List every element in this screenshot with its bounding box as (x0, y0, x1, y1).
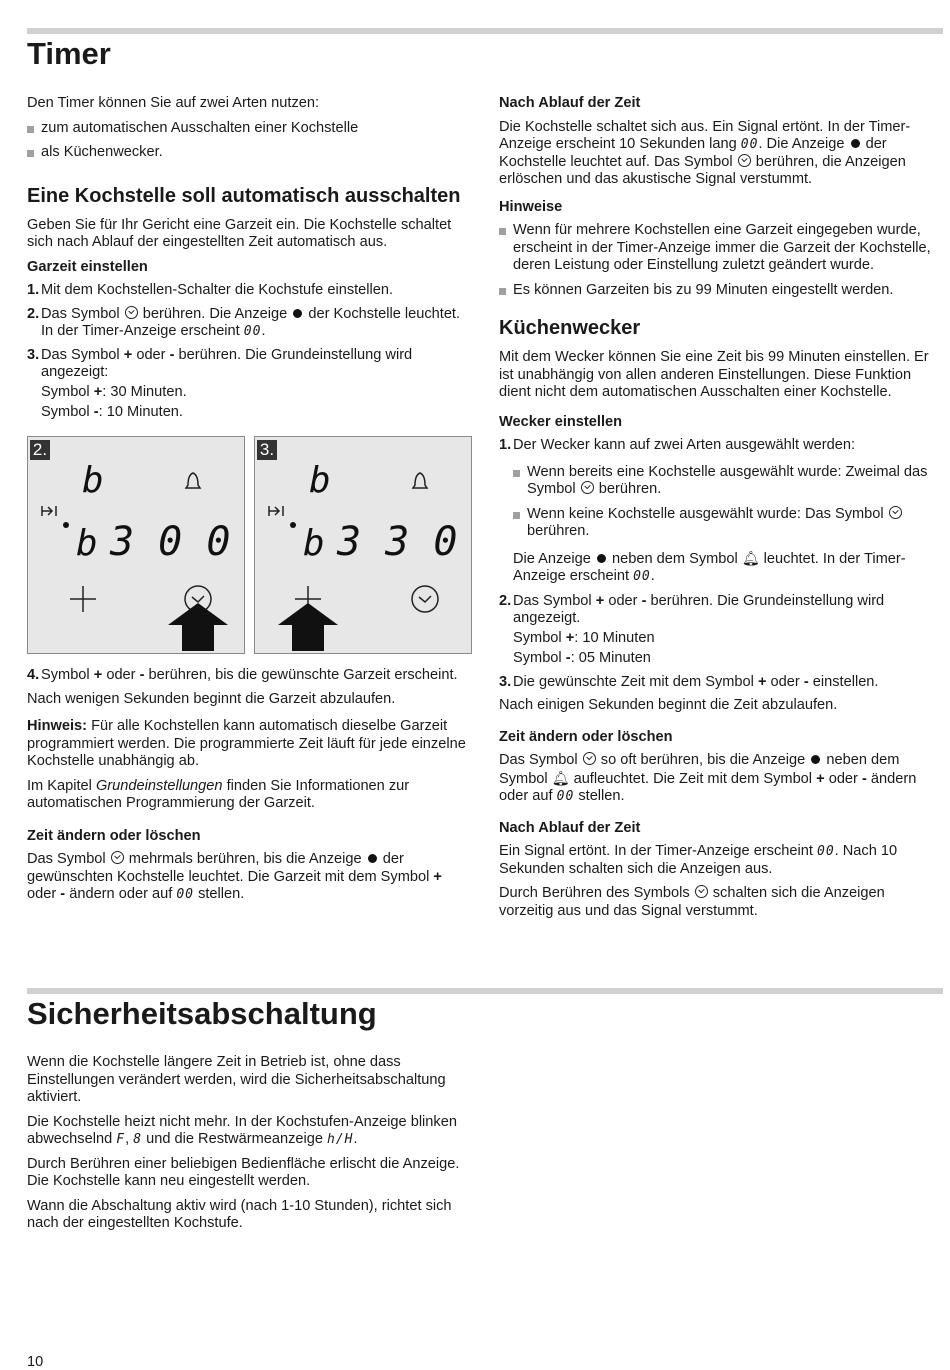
paragraph: Durch Berühren des Symbols schalten sich die Anzeigen vorzeitig aus und das Signal verstummt. (499, 885, 885, 919)
control-panel-illustration (254, 436, 472, 654)
section-rule (27, 988, 943, 994)
paragraph: Nach einigen Sekunden beginnt die Zeit abzulaufen. (499, 697, 838, 713)
timer-icon (583, 752, 596, 765)
display-top: b (82, 460, 104, 501)
right-column (499, 95, 943, 927)
intro-text: Den Timer können Sie auf zwei Arten nutzen: (27, 95, 320, 111)
step-4: 4. Symbol + oder - berühren, bis die gewünschte Garzeit erscheint. (27, 667, 458, 683)
left-column-lower (27, 667, 475, 911)
display-bottom-prefix: b (303, 523, 325, 564)
paragraph: Nach wenigen Sekunden beginnt die Garzeit abzulaufen. (27, 690, 396, 707)
timer-arrow-icon (269, 506, 283, 516)
left-column (27, 95, 475, 428)
timer-icon (738, 154, 751, 167)
bullet-icon (27, 126, 34, 133)
display-bottom-prefix: b (76, 523, 98, 564)
step-1: 1. Der Wecker kann auf zwei Arten ausgewählt werden: Wenn bereits eine Kochstelle ausgewählt wurde: Zweimal das Symbol berühren. Wenn keine Kochstelle ausgewählt wurde: Das Symbol berühren. Die Anzeige neben dem Symbol 🔔︎ leuchtet. In der Timer-Anzeige erscheint 00. (499, 437, 943, 586)
timer-arrow-icon (42, 506, 56, 516)
display-top: b (309, 460, 331, 501)
page-number: 10 (27, 1354, 44, 1370)
bell-icon (186, 473, 200, 488)
arrow-up-icon (278, 603, 338, 651)
arrow-up-icon (168, 603, 228, 651)
bell-icon (413, 473, 427, 488)
paragraph: Im Kapitel Grundeinstellungen finden Sie Informationen zur automatischen Programmierung der Garzeit. (27, 777, 410, 811)
section-title: Sicherheitsabschaltung (27, 996, 377, 1031)
paragraph: Geben Sie für Ihr Gericht eine Garzeit ein. Die Kochstelle schaltet sich nach Ablauf der eingestellten Zeit automatisch aus. (27, 216, 452, 250)
paragraph: Das Symbol mehrmals berühren, bis die Anzeige der gewünschten Kochstelle leuchtet. Die Garzeit mit dem Symbol + oder - ändern oder auf 00 stellen. (27, 851, 442, 902)
indicator-dot-icon (368, 854, 377, 863)
timer-icon (412, 586, 438, 612)
paragraph: Das Symbol so oft berühren, bis die Anzeige neben dem Symbol 🔔︎ aufleuchtet. Die Zeit mit dem Symbol + oder - ändern oder auf 00 stellen. (499, 752, 917, 804)
bullet-icon (499, 228, 506, 235)
timer-icon (125, 306, 138, 319)
subheading: Nach Ablauf der Zeit (499, 95, 641, 111)
bullet-icon (27, 150, 34, 157)
list-item: Wenn für mehrere Kochstellen eine Garzeit eingegeben wurde, erscheint in der Timer-Anzeige immer die Garzeit der Kochstelle, deren Leistung oder Einstellung zuletzt geändert wurde. (499, 222, 943, 275)
bullet-icon (513, 512, 520, 519)
step-badge: 3. (257, 440, 277, 460)
subheading: Zeit ändern oder löschen (27, 827, 201, 844)
plus-icon (70, 586, 96, 612)
paragraph: Durch Berühren einer beliebigen Bedienfläche erlischt die Anzeige. Die Kochstelle kann neu eingestellt werden. (27, 1155, 460, 1189)
subheading: Hinweise (499, 198, 563, 215)
page-title: Timer (27, 36, 111, 71)
panel-drawing (28, 437, 244, 653)
bullet-icon (499, 288, 506, 295)
list-item: Es können Garzeiten bis zu 99 Minuten eingestellt werden. (499, 282, 943, 300)
subheading: Nach Ablauf der Zeit (499, 819, 641, 836)
display-bottom-digits: 3 3 0 (337, 519, 458, 565)
section-heading: Küchenwecker (499, 317, 641, 339)
step-badge: 2. (30, 440, 50, 460)
step-2: 2. Das Symbol + oder - berühren. Die Grundeinstellung wird angezeigt. Symbol +: 10 Minuten Symbol -: 05 Minuten (499, 592, 885, 666)
subheading: Wecker einstellen (499, 413, 623, 430)
control-panel-illustration (27, 436, 245, 654)
paragraph: Wann die Abschaltung aktiv wird (nach 1-10 Stunden), richtet sich nach der eingestellten Kochstufe. (27, 1197, 452, 1231)
subheading: Garzeit einstellen (27, 258, 148, 275)
indicator-dot-icon (290, 522, 296, 528)
paragraph: Ein Signal ertönt. In der Timer-Anzeige erscheint 00. Nach 10 Sekunden schalten sich die Anzeigen aus. (499, 843, 898, 877)
paragraph: Wenn die Kochstelle längere Zeit in Betrieb ist, ohne dass Einstellungen verändert werden, wird die Sicherheitsabschaltung aktiviert. (27, 1054, 446, 1105)
step-1: 1. Mit dem Kochstellen-Schalter die Kochstufe einstellen. (27, 282, 394, 298)
display-bottom-digits: 3 0 0 (110, 519, 231, 565)
list-item: zum automatischen Ausschalten einer Kochstelle (27, 120, 475, 138)
top-rule (27, 28, 943, 34)
note: Hinweis: Für alle Kochstellen kann automatisch dieselbe Garzeit programmiert werden. Die programmierte Zeit läuft für jede einzelne Kochstelle unabhängig ab. (27, 718, 466, 769)
subheading: Zeit ändern oder löschen (499, 728, 673, 745)
timer-icon (889, 506, 902, 519)
safety-column (27, 1054, 475, 1240)
bullet-icon (513, 470, 520, 477)
indicator-dot-icon (597, 554, 606, 563)
indicator-dot-icon (293, 309, 302, 318)
step-3: 3. Das Symbol + oder - berühren. Die Grundeinstellung wird angezeigt: Symbol +: 30 Minuten. Symbol -: 10 Minuten. (27, 346, 413, 420)
step-3: 3. Die gewünschte Zeit mit dem Symbol + oder - einstellen. (499, 673, 879, 690)
paragraph: Mit dem Wecker können Sie eine Zeit bis 99 Minuten einstellen. Er ist unabhängig von allen anderen Einstellungen. Diese Funktion dient nicht dem automatischen Ausschalten einer Kochstelle. (499, 349, 929, 400)
indicator-dot-icon (63, 522, 69, 528)
bell-icon: 🔔︎ (551, 769, 570, 786)
panel-drawing (255, 437, 471, 653)
timer-icon (111, 851, 124, 864)
step-2: 2. Das Symbol berühren. Die Anzeige der Kochstelle leuchtet. In der Timer-Anzeige erscheint 00. (27, 305, 461, 339)
paragraph: Die Kochstelle heizt nicht mehr. In der Kochstufen-Anzeige blinken abwechselnd F, 8 und die Restwärmeanzeige h/H. (27, 1113, 457, 1147)
timer-icon (695, 885, 708, 898)
indicator-dot-icon (851, 139, 860, 148)
bell-icon: 🔔︎ (741, 549, 760, 566)
indicator-dot-icon (811, 755, 820, 764)
list-item: Wenn keine Kochstelle ausgewählt wurde: Das Symbol berühren. (513, 506, 943, 541)
list-item: als Küchenwecker. (27, 144, 475, 162)
timer-icon (581, 481, 594, 494)
section-heading: Eine Kochstelle soll automatisch ausschalten (27, 184, 461, 207)
paragraph: Die Kochstelle schaltet sich aus. Ein Signal ertönt. In der Timer-Anzeige erscheint 10 Sekunden lang 00. Die Anzeige der Kochstelle leuchtet auf. Das Symbol berühren, die Anzeigen erlöschen und das akustische Signal verstummt. (499, 118, 911, 187)
list-item: Wenn bereits eine Kochstelle ausgewählt wurde: Zweimal das Symbol berühren. (513, 464, 943, 499)
